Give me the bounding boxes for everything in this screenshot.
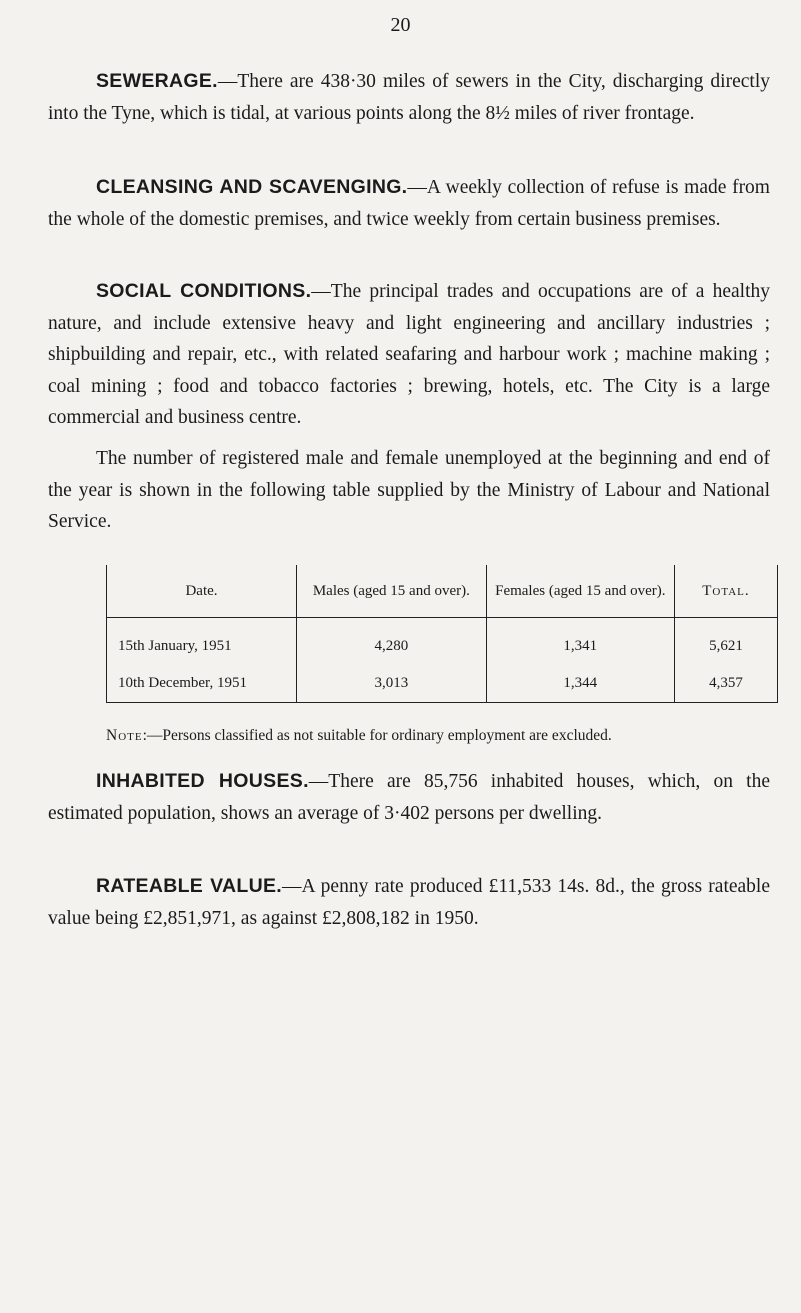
header-females: Females (aged 15 and over). — [486, 565, 674, 618]
sewerage-paragraph — [48, 66, 770, 129]
inhabited-houses-heading: INHABITED HOUSES. — [96, 770, 309, 792]
note-text: :—Persons classified as not suitable for ordinary employment are excluded. — [142, 727, 612, 744]
header-total: Total. — [674, 565, 777, 618]
table-header-row — [107, 565, 778, 618]
header-date: Date. — [107, 565, 297, 618]
cell-males: 3,013 — [297, 665, 487, 703]
rateable-value-text: —A penny rate produced £11,533 14s. 8d., the gross rateable value being £2,851,971, as against £2,808,182 in 1950. — [48, 876, 770, 929]
cell-date: 10th December, 1951 — [107, 665, 297, 703]
table-row — [107, 618, 778, 666]
cell-females: 1,344 — [486, 665, 674, 703]
cleansing-paragraph — [48, 172, 770, 235]
social-conditions-text: —The principal trades and occupations are of a healthy nature, and include extensive heavy and light engineering and ancillary industries ; shipbuilding and repair, etc., with related seafaring and harbour work ; machine making ; coal mining ; food and tobacco factories ; brewing, hotels, etc. The City is a large commercial and business centre. — [48, 281, 770, 428]
table-note — [106, 727, 776, 745]
cell-females: 1,341 — [486, 618, 674, 666]
unemployment-table-container — [106, 565, 776, 717]
unemployed-intro-paragraph: The number of registered male and female unemployed at the beginning and end of the year is shown in the following table supplied by the Ministry of Labour and National Service. — [48, 448, 770, 532]
cleansing-heading: CLEANSING AND SCAVENGING. — [96, 176, 408, 198]
cell-total: 4,357 — [674, 665, 777, 703]
cell-total: 5,621 — [674, 618, 777, 666]
rateable-value-paragraph — [48, 871, 770, 934]
cell-males: 4,280 — [297, 618, 487, 666]
cleansing-text: —A weekly collection of refuse is made from the whole of the domestic premises, and twice weekly from certain business premises. — [48, 177, 770, 230]
sewerage-heading: SEWERAGE. — [96, 70, 218, 92]
rateable-value-heading: RATEABLE VALUE. — [96, 875, 282, 897]
social-conditions-paragraph — [48, 276, 770, 434]
page-number: 20 — [390, 14, 411, 36]
cell-date: 15th January, 1951 — [107, 618, 297, 666]
inhabited-houses-paragraph — [48, 766, 770, 829]
social-conditions-heading: SOCIAL CONDITIONS. — [96, 280, 312, 302]
header-males: Males (aged 15 and over). — [297, 565, 487, 618]
sewerage-text: —There are 438·30 miles of sewers in the City, discharging directly into the Tyne, which is tidal, at various points along the 8½ miles of river frontage. — [48, 71, 770, 124]
table-row — [107, 665, 778, 703]
unemployment-table — [106, 565, 778, 703]
note-label: Note — [106, 727, 143, 744]
inhabited-houses-text: —There are 85,756 inhabited houses, which, on the estimated population, shows an average of 3·402 persons per dwelling. — [48, 771, 770, 824]
